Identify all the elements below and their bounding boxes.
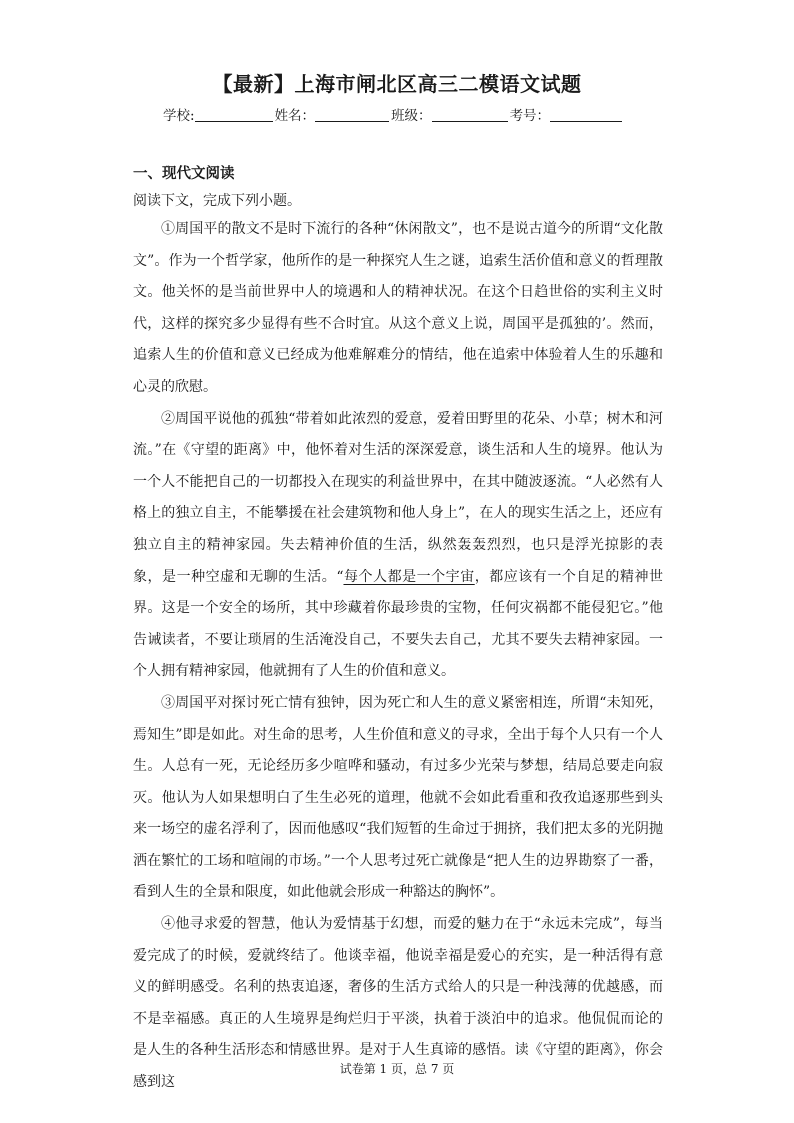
paragraph-1: ①周国平的散文不是时下流行的各种“休闲散文”，也不是说古道今的所谓“文化散文”。作为一个哲学家，他所作的是一种探究人生之谜，追索生活价值和意义的哲理散文。他关怀的是当前世界中人的境遇和人的精神状况。在这个日趋世俗的实利主义时代，这样的探究多少显得有些不合时宜。从这个意义上说，周国平是孤独的’。然而，追索人生的价值和意义已经成为他难解难分的情结，他在追索中体验着人生的乐趣和心灵的欣慰。 — [133, 221, 663, 395]
name-label: 姓名： — [274, 108, 316, 124]
section-title: 一、现代文阅读 — [133, 166, 235, 182]
reading-passage — [133, 214, 663, 1099]
school-label: 学校: — [163, 108, 195, 124]
student-info-row — [163, 104, 624, 124]
reading-instruction: 阅读下文，完成下列小题。 — [133, 193, 301, 209]
paragraph-4: ④他寻求爱的智慧，他认为爱情基于幻想，而爱的魅力在于“永远未完成”，每当爱完成了的时候，爱就终结了。他谈幸福，他说幸福是爱心的充实，是一种活得有意义的鲜明感受。名利的热衷追逐，奢侈的生活方式给人的只是一种浅薄的优越感，而不是幸福感。真正的人生境界是绚烂归于平淡，执着于淡泊中的追求。他侃侃而论的是人生的各种生活形态和情感世界。是对于人生真谛的感悟。读《守望的距离》，你会感到这 — [133, 916, 663, 1091]
paragraph-2-part-b: ，都应该有一个自足的精神世界。这是一个安全的场所，其中珍藏着你最珍贵的宝物，任何灾祸都不能侵犯它。”他告诫读者，不要让琐屑的生活淹没自己，不要失去自己，尤其不要失去精神家园。一个人拥有精神家园，他就拥有了人生的价值和意义。 — [133, 568, 663, 680]
name-blank — [315, 107, 389, 122]
school-blank — [195, 107, 273, 122]
paragraph-2-part-a: ②周国平说他的孤独“带着如此浓烈的爱意，爱着田野里的花朵、小草；树木和河流。”在《守望的距离》中，他怀着对生活的深深爱意，谈生活和人生的境界。他认为一个人不能把自己的一切都投入在现实的利益世界中，在其中随波逐流。“人必然有人格上的独立自主，不能攀援在社会建筑物和他人身上”，在人的现实生活之上，还应有独立自主的精神家园。失去精神价值的生活，纵然轰轰烈烈，也只是浮光掠影的表象，是一种空虚和无聊的生活。“ — [133, 410, 663, 585]
document-title: 【最新】上海市闸北区高三二模语文试题 — [212, 72, 582, 96]
exam-number-label: 考号： — [509, 108, 551, 124]
paragraph-3: ③周国平对探讨死亡情有独钟，因为死亡和人生的意义紧密相连，所谓“未知死，焉知生”即是如此。对生命的思考，人生价值和意义的寻求，全出于每个人只有一个人生。人总有一死，无论经历多少喧哗和骚动，有过多少光荣与梦想，结局总要走向寂灭。他认为人如果想明白了生生必死的道理，他就不会如此看重和孜孜追逐那些到头来一场空的虚名浮利了，因而他感叹“我们短暂的生命过于拥挤，我们把太多的光阴抛洒在繁忙的工场和喧闹的市场。”一个人思考过死亡就像是“把人生的边界勘察了一番，看到人生的全景和限度，如此他就会形成一种豁达的胸怀”。 — [133, 694, 663, 901]
class-label: 班级： — [391, 108, 432, 124]
underlined-phrase: 每个人都是一个宇宙 — [343, 568, 475, 585]
class-blank — [432, 107, 508, 122]
page-footer: 试卷第 1 页，总 7 页 — [339, 1062, 455, 1076]
paragraph-2 — [133, 404, 663, 688]
exam-number-blank — [550, 107, 622, 122]
